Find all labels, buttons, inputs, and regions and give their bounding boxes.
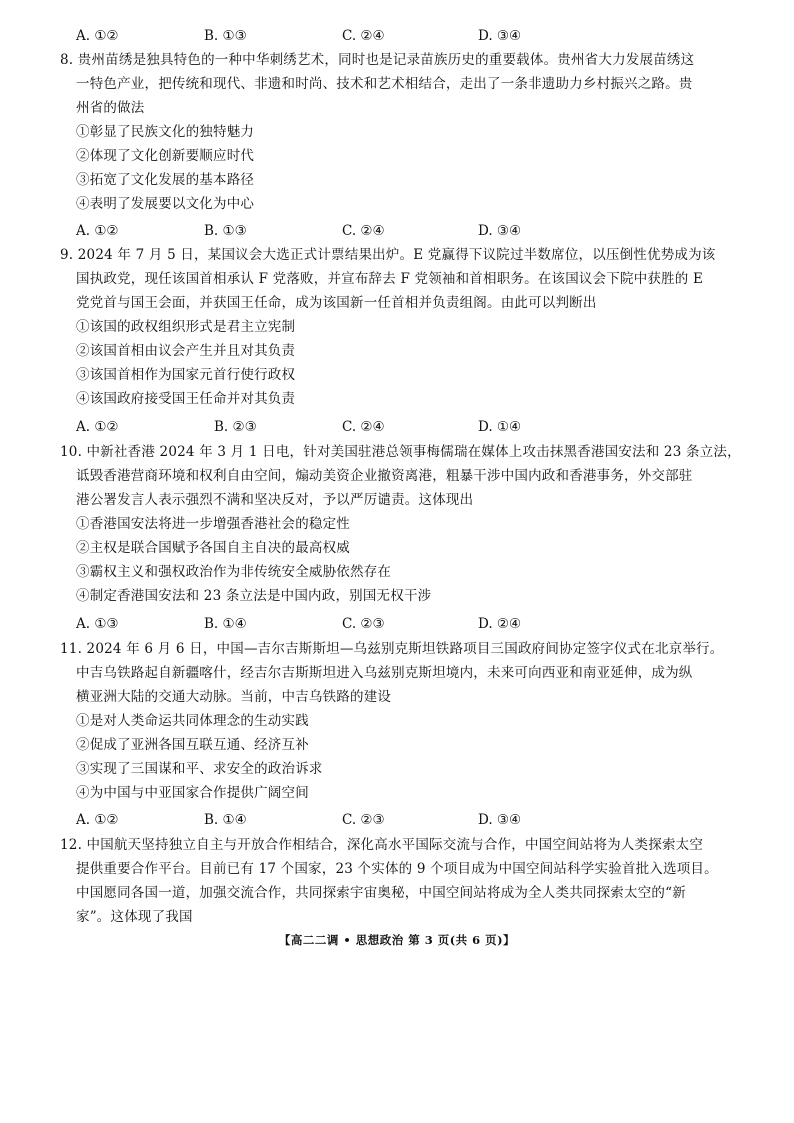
option-a[interactable]: A. ①②	[76, 28, 119, 44]
options-row	[76, 418, 596, 436]
question-stem-line: 10. 中新社香港 2024 年 3 月 1 日电，针对美国驻港总领事梅儒瑞在媒体上攻击抹黑香港国安法和 23 条立法，	[60, 444, 741, 460]
question-stem-line: 家”。这体现了我国	[76, 909, 193, 925]
statement-item: ③霸权主义和强权政治作为非传统安全威胁依然存在	[76, 564, 392, 580]
option-d[interactable]: D. ③④	[478, 812, 522, 828]
statement-item: ②体现了文化创新要顺应时代	[76, 148, 255, 164]
option-d[interactable]: D. ②④	[478, 616, 522, 632]
option-a[interactable]: A. ①②	[76, 812, 119, 828]
question-stem-line: 诋毁香港营商环境和权利自由空间，煽动美资企业撤资离港，粗暴干涉中国内政和香港事务，外交部驻	[76, 468, 693, 484]
option-d[interactable]: D. ③④	[478, 28, 522, 44]
option-d[interactable]: D. ①④	[478, 419, 522, 435]
option-b[interactable]: B. ②③	[214, 419, 257, 435]
question-stem-line: 提供重要合作平台。目前已有 17 个国家，23 个实体的 9 个项目成为中国空间站科学实验首批入选项目。	[76, 861, 718, 877]
statement-item: ④表明了发展要以文化为中心	[76, 196, 255, 212]
question-stem-line: 港公署发言人表示强烈不满和坚决反对，予以严厉谴责。这体现出	[76, 492, 474, 508]
option-c[interactable]: C. ②③	[342, 812, 385, 828]
option-c[interactable]: C. ②④	[342, 28, 385, 44]
question-stem-line: 州省的做法	[76, 100, 145, 116]
option-b[interactable]: B. ①④	[204, 812, 247, 828]
option-b[interactable]: B. ①③	[204, 223, 247, 239]
statement-item: ③实现了三国谋和平、求安全的政治诉求	[76, 761, 323, 777]
statement-item: ③该国首相作为国家元首行使行政权	[76, 367, 296, 383]
question-stem-line: 中国愿同各国一道，加强交流合作，共同探索宇宙奥秘，中国空间站将成为全人类共同探索太空的“新	[76, 885, 686, 901]
option-d[interactable]: D. ③④	[478, 223, 522, 239]
statement-item: ②主权是联合国赋予各国自主自决的最高权威	[76, 540, 350, 556]
options-row	[76, 615, 596, 633]
question-stem-line: 9. 2024 年 7 月 5 日，某国议会大选正式计票结果出炉。E 党赢得下议院过半数席位，以压倒性优势成为该	[60, 247, 716, 263]
statement-item: ①该国的政权组织形式是君主立宪制	[76, 319, 296, 335]
question-stem-line: 横亚洲大陆的交通大动脉。当前，中吉乌铁路的建设	[76, 689, 392, 705]
statement-item: ④为中国与中亚国家合作提供广阔空间	[76, 785, 309, 801]
statement-item: ②该国首相由议会产生并且对其负责	[76, 343, 296, 359]
statement-item: ④该国政府接受国王任命并对其负责	[76, 391, 296, 407]
option-c[interactable]: C. ②④	[342, 419, 385, 435]
statement-item: ②促成了亚洲各国互联互通、经济互补	[76, 737, 309, 753]
option-c[interactable]: C. ②④	[342, 223, 385, 239]
option-b[interactable]: B. ①④	[204, 616, 247, 632]
statement-item: ①彰显了民族文化的独特魅力	[76, 124, 255, 140]
option-b[interactable]: B. ①③	[204, 28, 247, 44]
statement-item: ③拓宽了文化发展的基本路径	[76, 172, 255, 188]
question-stem-line: 国执政党，现任该国首相承认 F 党落败，并宣布辞去 F 党领袖和首相职务。在该国议会下院中获胜的 E	[76, 271, 704, 287]
option-c[interactable]: C. ②③	[342, 616, 385, 632]
options-row-top	[76, 27, 596, 45]
question-stem-line: 中吉乌铁路起自新疆喀什，经吉尔吉斯斯坦进入乌兹别克斯坦境内，未来可向西亚和南亚延伸，成为纵	[76, 665, 693, 681]
page-footer: 【高二二调 • 思想政治 第 3 页(共 6 页)】	[278, 933, 516, 947]
statement-item: ④制定香港国安法和 23 条立法是中国内政，别国无权干涉	[76, 588, 432, 604]
question-stem-line: 8. 贵州苗绣是独具特色的一种中华刺绣艺术，同时也是记录苗族历史的重要载体。贵州省大力发展苗绣这	[60, 52, 695, 68]
question-stem-line: 一特色产业，把传统和现代、非遗和时尚、技术和艺术相结合，走出了一条非遗助力乡村振兴之路。贵	[76, 76, 693, 92]
question-stem-line: 党党首与国王会面，并获国王任命，成为该国新一任首相并负责组阁。由此可以判断出	[76, 295, 597, 311]
option-a[interactable]: A. ①②	[76, 419, 119, 435]
option-a[interactable]: A. ①③	[76, 616, 119, 632]
statement-item: ①香港国安法将进一步增强香港社会的稳定性	[76, 516, 350, 532]
statement-item: ①是对人类命运共同体理念的生动实践	[76, 713, 309, 729]
options-row	[76, 811, 596, 829]
question-stem-line: 12. 中国航天坚持独立自主与开放合作相结合，深化高水平国际交流与合作，中国空间站将为人类探索太空	[60, 837, 704, 853]
option-a[interactable]: A. ①②	[76, 223, 119, 239]
options-row	[76, 222, 596, 240]
question-stem-line: 11. 2024 年 6 月 6 日，中国—吉尔吉斯斯坦—乌兹别克斯坦铁路项目三国政府间协定签字仪式在北京举行。	[60, 641, 724, 657]
